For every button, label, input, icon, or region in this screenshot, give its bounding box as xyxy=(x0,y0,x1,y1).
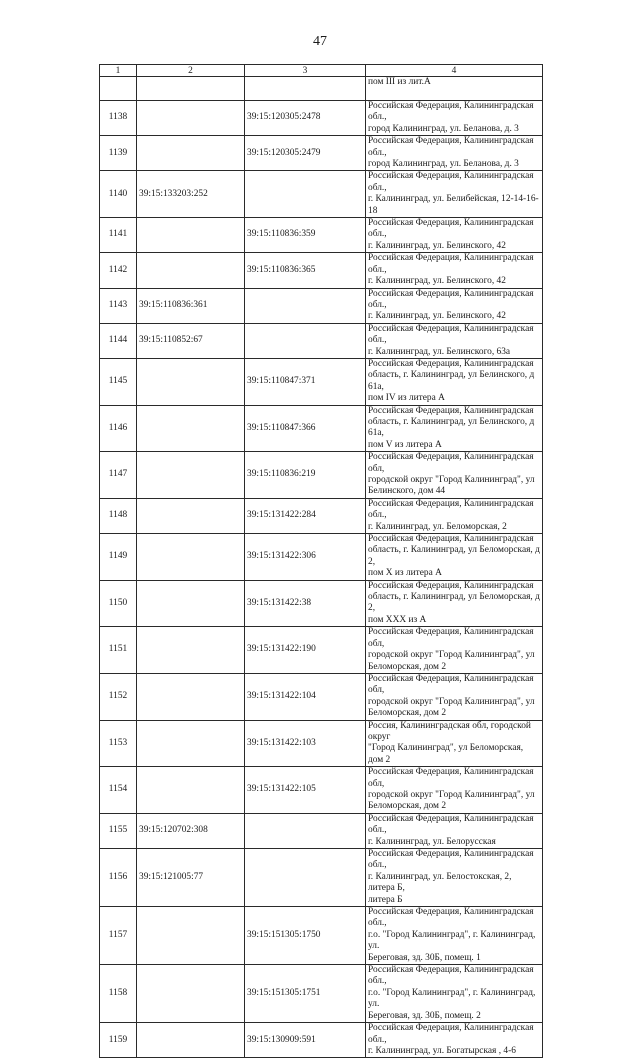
cadastral-land-cell: 39:15:120702:308 xyxy=(137,813,245,848)
table-row xyxy=(100,534,543,581)
table-row xyxy=(100,77,543,101)
cadastral-premises-cell: 39:15:131422:306 xyxy=(245,534,366,581)
cadastral-land-cell xyxy=(137,534,245,581)
address-cell: Россия, Калининградская обл, городской округ "Город Калининград", ул Беломорская, дом 2 xyxy=(366,720,543,767)
cadastral-premises-cell: 39:15:110836:365 xyxy=(245,253,366,288)
page-number: 47 xyxy=(313,34,327,49)
cadastral-premises-cell xyxy=(245,77,366,101)
cadastral-land-cell xyxy=(137,720,245,767)
table-row xyxy=(100,580,543,627)
cadastral-land-cell xyxy=(137,907,245,965)
registry-table xyxy=(99,64,543,1058)
table-row xyxy=(100,101,543,136)
cadastral-land-cell xyxy=(137,77,245,101)
table-row xyxy=(100,1023,543,1058)
cadastral-premises-cell: 39:15:131422:103 xyxy=(245,720,366,767)
address-cell: Российская Федерация, Калининградская обл., город Калининград, ул. Беланова, д. 3 xyxy=(366,136,543,171)
cadastral-land-cell xyxy=(137,358,245,405)
table-row xyxy=(100,136,543,171)
address-cell: Российская Федерация, Калининградская обл., г. Калининград, ул. Богатырская , 4-6 xyxy=(366,1023,543,1058)
table-row xyxy=(100,498,543,533)
row-number-cell: 1144 xyxy=(100,323,137,358)
cadastral-premises-cell xyxy=(245,813,366,848)
cadastral-land-cell xyxy=(137,580,245,627)
cadastral-land-cell xyxy=(137,767,245,814)
cadastral-land-cell xyxy=(137,1023,245,1058)
row-number-cell: 1145 xyxy=(100,358,137,405)
address-cell: Российская Федерация, Калининградская обл., г. Калининград, ул. Белинского, 42 xyxy=(366,218,543,253)
row-number-cell: 1148 xyxy=(100,498,137,533)
row-number-cell: 1153 xyxy=(100,720,137,767)
row-number-cell: 1149 xyxy=(100,534,137,581)
table-row xyxy=(100,767,543,814)
address-cell: Российская Федерация, Калининградская обл., г.о. "Город Калининград", г. Калининград, ул. Береговая, зд. 30Б, помещ. 1 xyxy=(366,907,543,965)
cadastral-premises-cell: 39:15:151305:1750 xyxy=(245,907,366,965)
table-row xyxy=(100,627,543,674)
cadastral-premises-cell: 39:15:110847:366 xyxy=(245,405,366,452)
header-row xyxy=(100,65,543,77)
address-cell: Российская Федерация, Калининградская область, г. Калининград, ул Белинского, д 61а, пом IV из литера А xyxy=(366,358,543,405)
row-number-cell: 1152 xyxy=(100,673,137,720)
cadastral-premises-cell: 39:15:131422:105 xyxy=(245,767,366,814)
row-number-cell: 1140 xyxy=(100,171,137,218)
row-number-cell: 1141 xyxy=(100,218,137,253)
column-header-3: 3 xyxy=(245,65,366,77)
row-number-cell: 1139 xyxy=(100,136,137,171)
row-number-cell: 1154 xyxy=(100,767,137,814)
table-row xyxy=(100,965,543,1023)
cadastral-premises-cell: 39:15:120305:2478 xyxy=(245,101,366,136)
row-number-cell: 1159 xyxy=(100,1023,137,1058)
address-cell: Российская Федерация, Калининградская область, г. Калининград, ул Беломорская, д 2, пом XXX из А xyxy=(366,580,543,627)
table-row xyxy=(100,253,543,288)
row-number-cell: 1157 xyxy=(100,907,137,965)
address-cell: Российская Федерация, Калининградская область, г. Калининград, ул Белинского, д 61а, пом V из литера А xyxy=(366,405,543,452)
cadastral-land-cell xyxy=(137,965,245,1023)
address-cell: Российская Федерация, Калининградская обл., город Калининград, ул. Беланова, д. 3 xyxy=(366,101,543,136)
cadastral-premises-cell xyxy=(245,171,366,218)
cadastral-land-cell xyxy=(137,253,245,288)
cadastral-premises-cell xyxy=(245,288,366,323)
row-number-cell: 1156 xyxy=(100,849,137,907)
address-cell: Российская Федерация, Калининградская область, г. Калининград, ул Беломорская, д 2, пом X из литера А xyxy=(366,534,543,581)
cadastral-land-cell: 39:15:133203:252 xyxy=(137,171,245,218)
cadastral-land-cell xyxy=(137,101,245,136)
cadastral-premises-cell: 39:15:110836:219 xyxy=(245,452,366,499)
cadastral-land-cell xyxy=(137,673,245,720)
row-number-cell: 1150 xyxy=(100,580,137,627)
row-number-cell: 1146 xyxy=(100,405,137,452)
table-row xyxy=(100,218,543,253)
table-row xyxy=(100,720,543,767)
cadastral-land-cell xyxy=(137,136,245,171)
address-cell: Российская Федерация, Калининградская обл., г. Калининград, ул. Белибейская, 12-14-16-18 xyxy=(366,171,543,218)
address-cell: Российская Федерация, Калининградская обл., г. Калининград, ул. Белостокская, 2, литера Б, литера Б xyxy=(366,849,543,907)
address-cell: Российская Федерация, Калининградская обл., г.о. "Город Калининград", г. Калининград, ул. Береговая, зд. 30Б, помещ. 2 xyxy=(366,965,543,1023)
table-row xyxy=(100,849,543,907)
cadastral-land-cell xyxy=(137,452,245,499)
row-number-cell: 1147 xyxy=(100,452,137,499)
cadastral-premises-cell xyxy=(245,323,366,358)
column-header-2: 2 xyxy=(137,65,245,77)
table-row xyxy=(100,673,543,720)
cadastral-land-cell: 39:15:110852:67 xyxy=(137,323,245,358)
table-row xyxy=(100,288,543,323)
cadastral-land-cell xyxy=(137,627,245,674)
table-row xyxy=(100,171,543,218)
row-number-cell: 1143 xyxy=(100,288,137,323)
cadastral-premises-cell: 39:15:120305:2479 xyxy=(245,136,366,171)
address-cell: Российская Федерация, Калининградская обл, городской округ "Город Калининград", ул Белинского, дом 44 xyxy=(366,452,543,499)
cadastral-premises-cell: 39:15:110836:359 xyxy=(245,218,366,253)
cadastral-land-cell: 39:15:121005:77 xyxy=(137,849,245,907)
table-body xyxy=(100,77,543,1058)
column-header-4: 4 xyxy=(366,65,543,77)
address-cell: пом III из лит.А xyxy=(366,77,543,101)
cadastral-premises-cell xyxy=(245,849,366,907)
row-number-cell: 1155 xyxy=(100,813,137,848)
cadastral-premises-cell: 39:15:131422:104 xyxy=(245,673,366,720)
table-row xyxy=(100,907,543,965)
address-cell: Российская Федерация, Калининградская обл., г. Калининград, ул. Белинского, 42 xyxy=(366,288,543,323)
row-number-cell: 1158 xyxy=(100,965,137,1023)
cadastral-land-cell xyxy=(137,498,245,533)
address-cell: Российская Федерация, Калининградская обл, городской округ "Город Калининград", ул Беломорская, дом 2 xyxy=(366,767,543,814)
address-cell: Российская Федерация, Калининградская обл., г. Калининград, ул. Белорусская xyxy=(366,813,543,848)
cadastral-premises-cell: 39:15:151305:1751 xyxy=(245,965,366,1023)
table-row xyxy=(100,405,543,452)
address-cell: Российская Федерация, Калининградская обл, городской округ "Город Калининград", ул Беломорская, дом 2 xyxy=(366,673,543,720)
row-number-cell: 1151 xyxy=(100,627,137,674)
cadastral-land-cell xyxy=(137,405,245,452)
cadastral-land-cell: 39:15:110836:361 xyxy=(137,288,245,323)
cadastral-premises-cell: 39:15:131422:284 xyxy=(245,498,366,533)
cadastral-premises-cell: 39:15:110847:371 xyxy=(245,358,366,405)
address-cell: Российская Федерация, Калининградская обл., г. Калининград, ул. Белинского, 63а xyxy=(366,323,543,358)
cadastral-premises-cell: 39:15:131422:190 xyxy=(245,627,366,674)
table-row xyxy=(100,813,543,848)
table-row xyxy=(100,358,543,405)
table-row xyxy=(100,323,543,358)
table-row xyxy=(100,452,543,499)
row-number-cell: 1142 xyxy=(100,253,137,288)
cadastral-premises-cell: 39:15:130909:591 xyxy=(245,1023,366,1058)
column-header-1: 1 xyxy=(100,65,137,77)
address-cell: Российская Федерация, Калининградская обл, городской округ "Город Калининград", ул Беломорская, дом 2 xyxy=(366,627,543,674)
address-cell: Российская Федерация, Калининградская обл., г. Калининград, ул. Беломорская, 2 xyxy=(366,498,543,533)
cadastral-premises-cell: 39:15:131422:38 xyxy=(245,580,366,627)
row-number-cell: 1138 xyxy=(100,101,137,136)
cadastral-land-cell xyxy=(137,218,245,253)
address-cell: Российская Федерация, Калининградская обл., г. Калининград, ул. Белинского, 42 xyxy=(366,253,543,288)
row-number-cell xyxy=(100,77,137,101)
